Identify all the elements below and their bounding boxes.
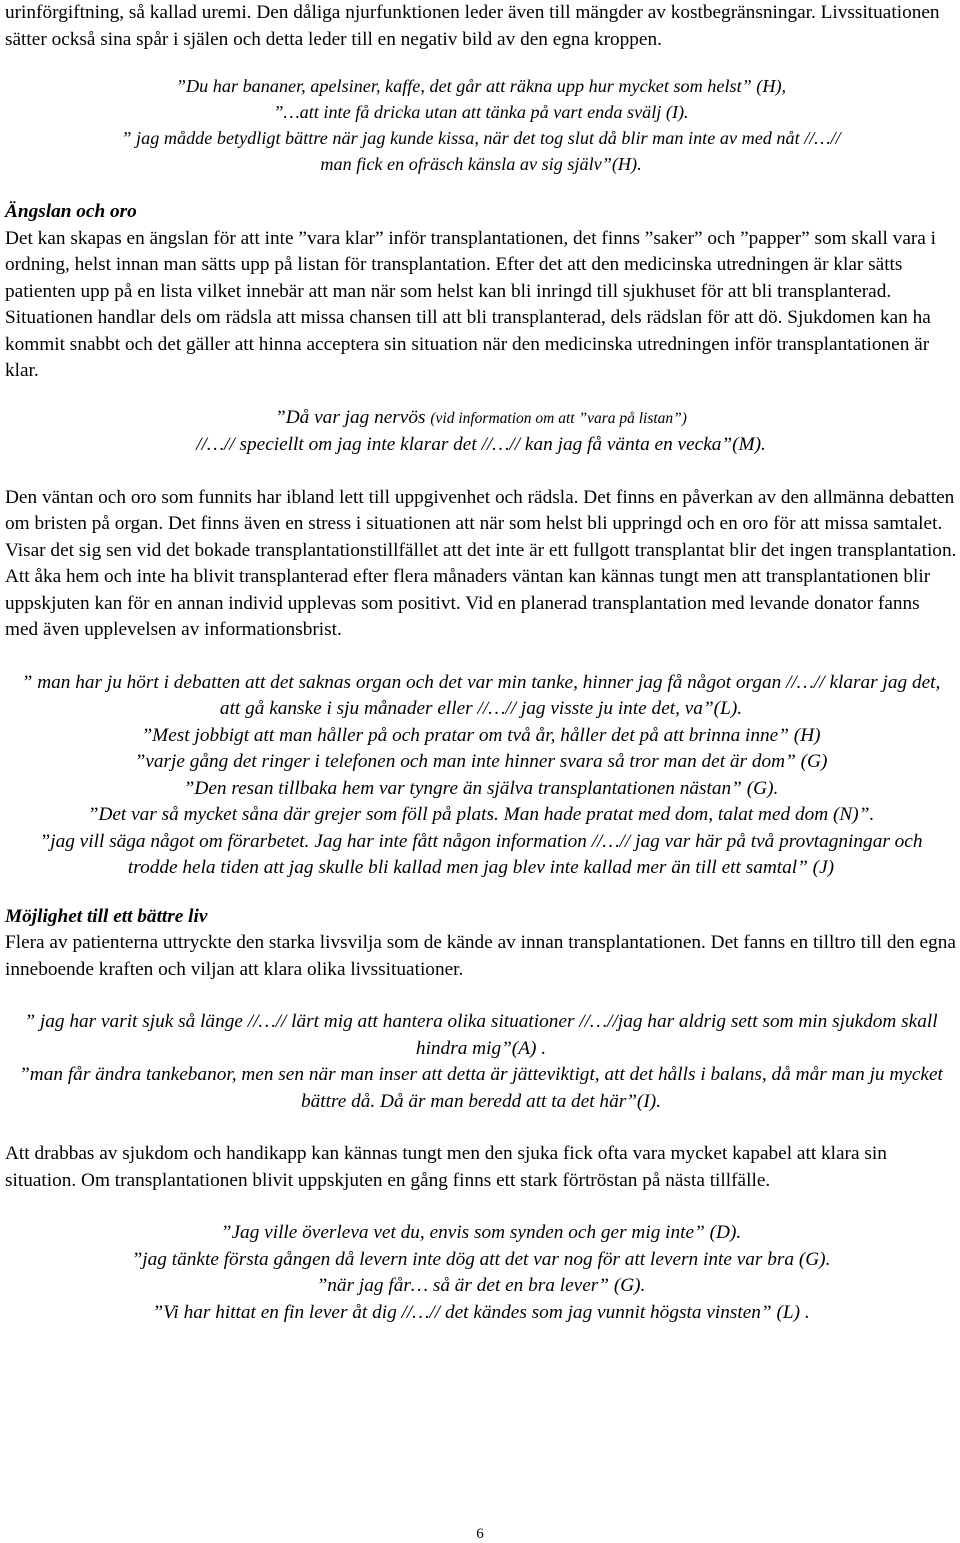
quote: ”man får ändra tankebanor, men sen när man inser att detta är jätteviktigt, att det hålls i balans, då mår man ju mycket bättre då. Då är man beredd att ta det här”(I).: [19, 1064, 943, 1112]
quote: ” man har ju hört i debatten att det saknas organ och det var min tanke, hinner jag få något organ //…// klarar jag det, att gå kanske i sju månader eller //…// jag visste ju inte det, va”(L).: [21, 671, 941, 719]
quote: ”jag vill säga något om förarbetet. Jag har inte fått någon information //…// jag var här på två provtagningar och trodde hela tiden att jag skulle bli kallad men jag blev inte kallad mer än till ett samtal” (J): [39, 830, 923, 878]
quote: ”jag tänkte första gången då levern inte dög att det var nog för att levern inte var bra (G).: [131, 1248, 831, 1270]
quote-block-3: [5, 670, 957, 882]
quote: ”när jag får… så är det en bra lever” (G).: [316, 1275, 646, 1296]
quote: //…// speciellt om jag inte klarar det //…// kan jag få vänta en vecka”(M).: [196, 434, 766, 455]
quote: ”Vi har hittat en fin lever åt dig //…// det kändes som jag vunnit högsta vinsten” (L) .: [152, 1301, 810, 1323]
quote-block-1: [5, 73, 957, 177]
document-page: [5, 0, 957, 1326]
quote-block-4: [5, 1009, 957, 1115]
better-life-paragraph: Flera av patienterna uttryckte den starka livsvilja som de kände av innan transplantationen. Det fanns en tilltro till den egna inneboende kraften och viljan att klara olika livssituationer.: [5, 932, 956, 980]
quote: [5, 405, 957, 433]
section-heading-better-life: Möjlighet till ett bättre liv: [5, 905, 208, 927]
quote: ”varje gång det ringer i telefonen och man inte hinner svara så tror man det är dom” (G): [134, 751, 828, 772]
intro-paragraph: urinförgiftning, så kallad uremi. Den dåliga njurfunktionen leder även till mängder av kostbegränsningar. Livssituationen sätter också sina spår i själen och detta leder till en negativ bild av den egna kroppen.: [5, 2, 940, 50]
section-heading-anxiety: Ängslan och oro: [5, 201, 137, 222]
quote-block-5: [5, 1220, 957, 1326]
quote: ”Jag ville överleva vet du, envis som synden och ger mig inte” (D).: [220, 1222, 742, 1243]
anxiety-paragraph: Det kan skapas en ängslan för att inte ”vara klar” inför transplantationen, det finns ”saker” och ”papper” som skall vara i ordning, helst innan man sätts upp på listan för transplantation. Efter det att den medicinska utredningen är klar sätts patienten upp på en lista vilket innebär att man när som helst kan bli inringd till sjukhuset för att bli transplanterad. Situationen handlar dels om rädsla att missa chansen till att bli transplanterad, dels rädslan för att dö. Sjukdomen kan ha kommit snabbt och det gäller att hinna acceptera sin situation när den medicinska utredningen inför transplantationen är klar.: [5, 227, 937, 381]
quote-aside: (vid information om att ”vara på listan”): [430, 409, 687, 427]
illness-paragraph: Att drabbas av sjukdom och handikapp kan kännas tungt men den sjuka fick ofta vara mycket kapabel att klara sin situation. Om transplantationen blivit uppskjuten en gång finns ett stark förtröstan på nästa tillfälle.: [5, 1143, 887, 1191]
page-number: 6: [476, 1526, 484, 1542]
waiting-paragraph: Den väntan och oro som funnits har ibland lett till uppgivenhet och rädsla. Det finns en påverkan av den allmänna debatten om bristen på organ. Det finns även en stress i situationen att när som helst bli uppringd och en oro för att missa samtalet. Visar det sig sen vid det bokade transplantationstillfället att det inte är ett fullgott transplantat blir det ingen transplantation. Att åka hem och inte ha blivit transplanterad efter flera månaders väntan kan kännas tungt men att transplantationen blir uppskjuten kan för en annan individ upplevas som positivt. Vid en planerad transplantation med levande donator fanns med även upplevelsen av informationsbrist.: [5, 486, 957, 640]
quote: ”Mest jobbigt att man håller på och pratar om två år, håller det på att brinna inne” (H): [141, 724, 821, 746]
quote: ”Den resan tillbaka hem var tyngre än själva transplantationen nästan” (G).: [183, 777, 779, 799]
quote: ”Det var så mycket såna där grejer som föll på plats. Man hade pratat med dom, talat med dom (N)”.: [87, 804, 875, 825]
quote-block-2: [5, 405, 957, 459]
quote: ” jag har varit sjuk så länge //…// lärt mig att hantera olika situationer //…//jag har aldrig sett som min sjukdom skall hindra mig”(A) .: [24, 1011, 938, 1059]
quote: ”Du har bananer, apelsiner, kaffe, det går att räkna upp hur mycket som helst” (H),: [175, 76, 787, 96]
quote-text: ”Då var jag nervös: [275, 406, 426, 428]
quote: ” jag mådde betydligt bättre när jag kunde kissa, när det tog slut då blir man inte av med nåt //…// man fick en ofräsch känsla av sig själv”(H).: [121, 128, 841, 174]
quote: ”…att inte få dricka utan att tänka på vart enda svälj (I).: [273, 102, 689, 122]
